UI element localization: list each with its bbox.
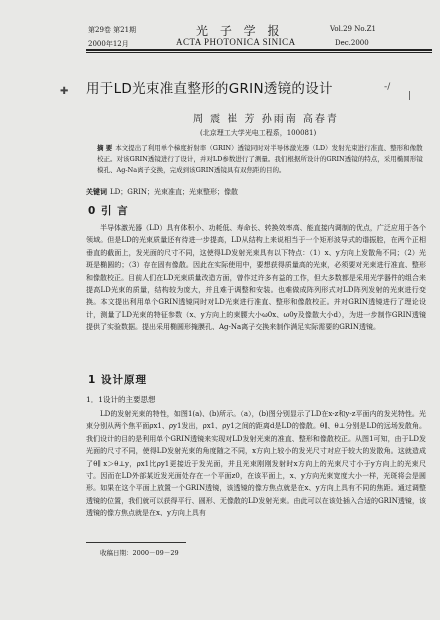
header-rule-top xyxy=(86,49,432,51)
affiliation: (北京理工大学光电工程系，100081) xyxy=(200,129,317,137)
keywords-label: 关键词 xyxy=(86,187,107,196)
volume-issue-en: Vol.29 No.Z1 xyxy=(330,25,376,33)
subsection-heading: 1．1设计的主要思想 xyxy=(86,395,156,404)
abstract-text: 本文提出了利用单个梯度折射率（GRIN）透镜同时对半导体激光器（LD）发射光束进行准直、整形和像散校正。对该GRIN透镜进行了设计，并对LD参数进行了测量。我们根据所设计的GRIN透镜的特点，采用椭圆形镜模孔、Ag-Na离子交换，完成到该GRIN透镜具有双焦距的目的。 xyxy=(97,144,423,175)
author-list: 周 震 崔 芳 孙雨南 高春青 xyxy=(193,114,339,125)
date-cn: 2000年12月 xyxy=(88,40,129,48)
abstract-label: 摘 要 xyxy=(97,144,113,152)
date-en: Dec.2000 xyxy=(335,39,369,47)
footnote-rule xyxy=(86,542,186,543)
received-date-footnote: 收稿日期：2000－09－29 xyxy=(100,549,179,557)
keywords xyxy=(86,187,238,197)
running-header xyxy=(0,0,440,48)
abstract xyxy=(97,143,423,177)
scan-speck: -/ xyxy=(384,82,391,92)
section-heading-intro: 0 引 言 xyxy=(88,205,129,217)
volume-issue-cn: 第29卷 第21期 xyxy=(88,26,137,34)
scan-speck: ✚ xyxy=(60,86,69,97)
journal-name-cn: 光 子 学 报 xyxy=(196,24,284,38)
intro-paragraph: 半导体激光器（LD）具有体积小、功耗低、寿命长、转换效率高、能直接内调制的优点，广泛应用于各个领域。但是LD的光束质量还有待进一步提高，LD从结构上来说相当于一个矩形波导式的谐振腔，在两个正相垂直的截面上，发光面的尺寸不同，这使得LD发射光束具有以下特点：（1）x、y方向上发散角不同；（2）光斑是椭圆的；（3）存在固有像散。因此在实际使用中，要想获得质量高的光束，必须要对光束进行准直、整形和像散校正。目前人们在LD光束质量改造方面，曾作过许多有益的工作，但大多数都是采用光学器件的组合来提高LD光束的质量，结构较为庞大，并且难于调整和安装。也难做成阵列形式对LD阵列发射的光束进行变换。本文提出利用单个GRIN透镜同时对LD光束进行准直、整形和像散校正。并对GRIN透镜进行了理论设计，测量了LD光束的特征参数（x、y方向上的束腰大小ω0x、ω0y及像散大小d），为进一步制作GRIN透镜提供了实验数据。提出采用椭圆形掩膜孔、Ag-Na离子交换来制作满足实际需要的GRIN透镜。 xyxy=(86,224,426,332)
design-paragraph: LD的发射光束的特性，如图1(a)、(b)所示。（a），(b)图分别显示了LD在x-z和y-z平面内的发光特性。光束分别从两个焦平面ρx1、ρy1发出，ρx1、ρy1之间的距离d是LD的像散。θ∥、θ⊥分别是LD的远场发散角。我们设计的目的是利用单个GRIN透镜来实现对LD发射光束的准直、整形和像散校正。从图1可知，由于LD发光面的尺寸不同，使得LD发射光束的角度随之不同，x方向上较小的发光尺寸对应于较大的发散角。这就造成了θ∥ x＞θ⊥y，ρx1比ρy1更接近于发光面，并且光束刚刚发射时x方向上的光束尺寸小于y方向上的光束尺寸。因而在LD外部某近发光面处存在一个平面z0，在该平面上，x、y方向光束宽度大小一样，光斑将会是圆形。如果在这个平面上放置一个GRIN透镜，该透镜的像方焦点就是在x、y方向上具有不同的焦距。通过调整透镜的位置，我们就可以获得平行、圆形、无像散的LD发射光束。由此可以在该处插入合适的GRIN透镜，该透镜的像方焦点就是在x、y方向上具有 xyxy=(86,410,426,518)
scan-speck: | xyxy=(408,91,412,101)
keywords-text: LD；GRIN；光束准直；光束整形；像散 xyxy=(110,188,239,196)
header-rule-bottom xyxy=(86,52,432,53)
journal-name-en: ACTA PHOTONICA SINICA xyxy=(176,37,296,47)
section-heading-design: 1 设计原理 xyxy=(88,374,147,386)
paper-title: 用于LD光束准直整形的GRIN透镜的设计 xyxy=(86,81,333,97)
